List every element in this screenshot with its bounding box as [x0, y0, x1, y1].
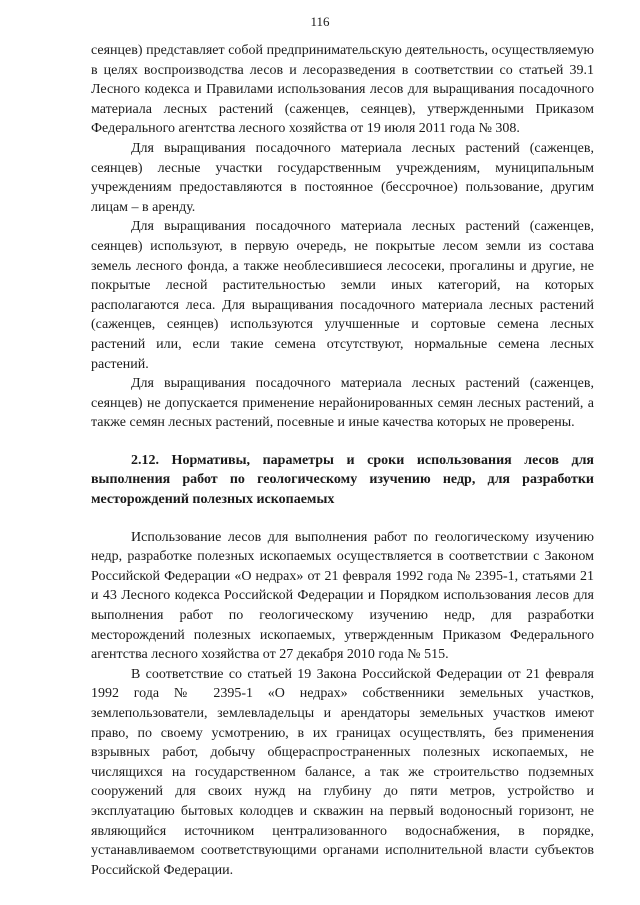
- paragraph-continuation: сеянцев) представляет собой предпринимательскую деятельность, осуществляемую в целях воспроизводства лесов и лесоразведения в соответствии со статьей 39.1 Лесного кодекса и Правилами использования лесов для выращивания посадочного материала лесных растений (саженцев, сеянцев), утвержденными Приказом Федерального агентства лесного хозяйства от 19 июля 2011 года № 308.: [91, 43, 594, 137]
- section-heading: 2.12. Нормативы, параметры и сроки использования лесов для выполнения работ по геологическому изучению недр, для разработки месторождений полезных ископаемых: [91, 452, 594, 508]
- document-body: [91, 41, 594, 880]
- paragraph: Для выращивания посадочного материала лесных растений (саженцев, сеянцев) не допускается применение нерайонированных семян лесных растений, а также семян лесных растений, посевные и иные качества которых не проверены.: [91, 376, 594, 431]
- paragraph: Для выращивания посадочного материала лесных растений (саженцев, сеянцев) лесные участки государственным учреждениям, муниципальным учреждениям предоставляются в постоянное (бессрочное) пользование, другим лицам – в аренду.: [91, 140, 594, 215]
- paragraph: Использование лесов для выполнения работ по геологическому изучению недр, разработке полезных ископаемых осуществляется в соответствии с Законом Российской Федерации «О недрах» от 21 февраля 1992 года № 2395-1, статьями 21 и 43 Лесного кодекса Российской Федерации и Порядком использования лесов для выполнения работ по геологическому изучению недр, для разработки месторождений полезных ископаемых, утвержденным Приказом Федерального агентства лесного хозяйства от 27 декабря 2010 года № 515.: [91, 529, 594, 663]
- paragraph: В соответствие со статьей 19 Закона Российской Федерации от 21 февраля 1992 года № 2395-1 «О недрах» собственники земельных участков, землепользователи, землевладельцы и арендаторы земельных участков имеют право, по своему усмотрению, в их границах осуществлять, без применения взрывных работ, добычу общераспространенных полезных ископаемых, не числящихся на государственном балансе, а так же строительство подземных сооружений для своих нужд на глубину до пяти метров, устройство и эксплуатацию бытовых колодцев и скважин на первый водоносный горизонт, не являющийся источником централизованного водоснабжения, в порядке, устанавливаемом соответствующими органами исполнительной власти субъектов Российской Федерации.: [91, 666, 594, 878]
- page-number: 116: [310, 14, 330, 29]
- paragraph: Для выращивания посадочного материала лесных растений (саженцев, сеянцев) используют, в первую очередь, не покрытые лесом земли из состава земель лесного фонда, а также необлесившиеся лесосеки, прогалины и другие, не покрытые лесной растительностью земли иных категорий, на которых располагаются леса. Для выращивания посадочного материала лесных растений (саженцев, сеянцев) используются улучшенные и сортовые семена лесных растений или, если такие семена отсутствуют, нормальные семена лесных растений.: [91, 219, 594, 372]
